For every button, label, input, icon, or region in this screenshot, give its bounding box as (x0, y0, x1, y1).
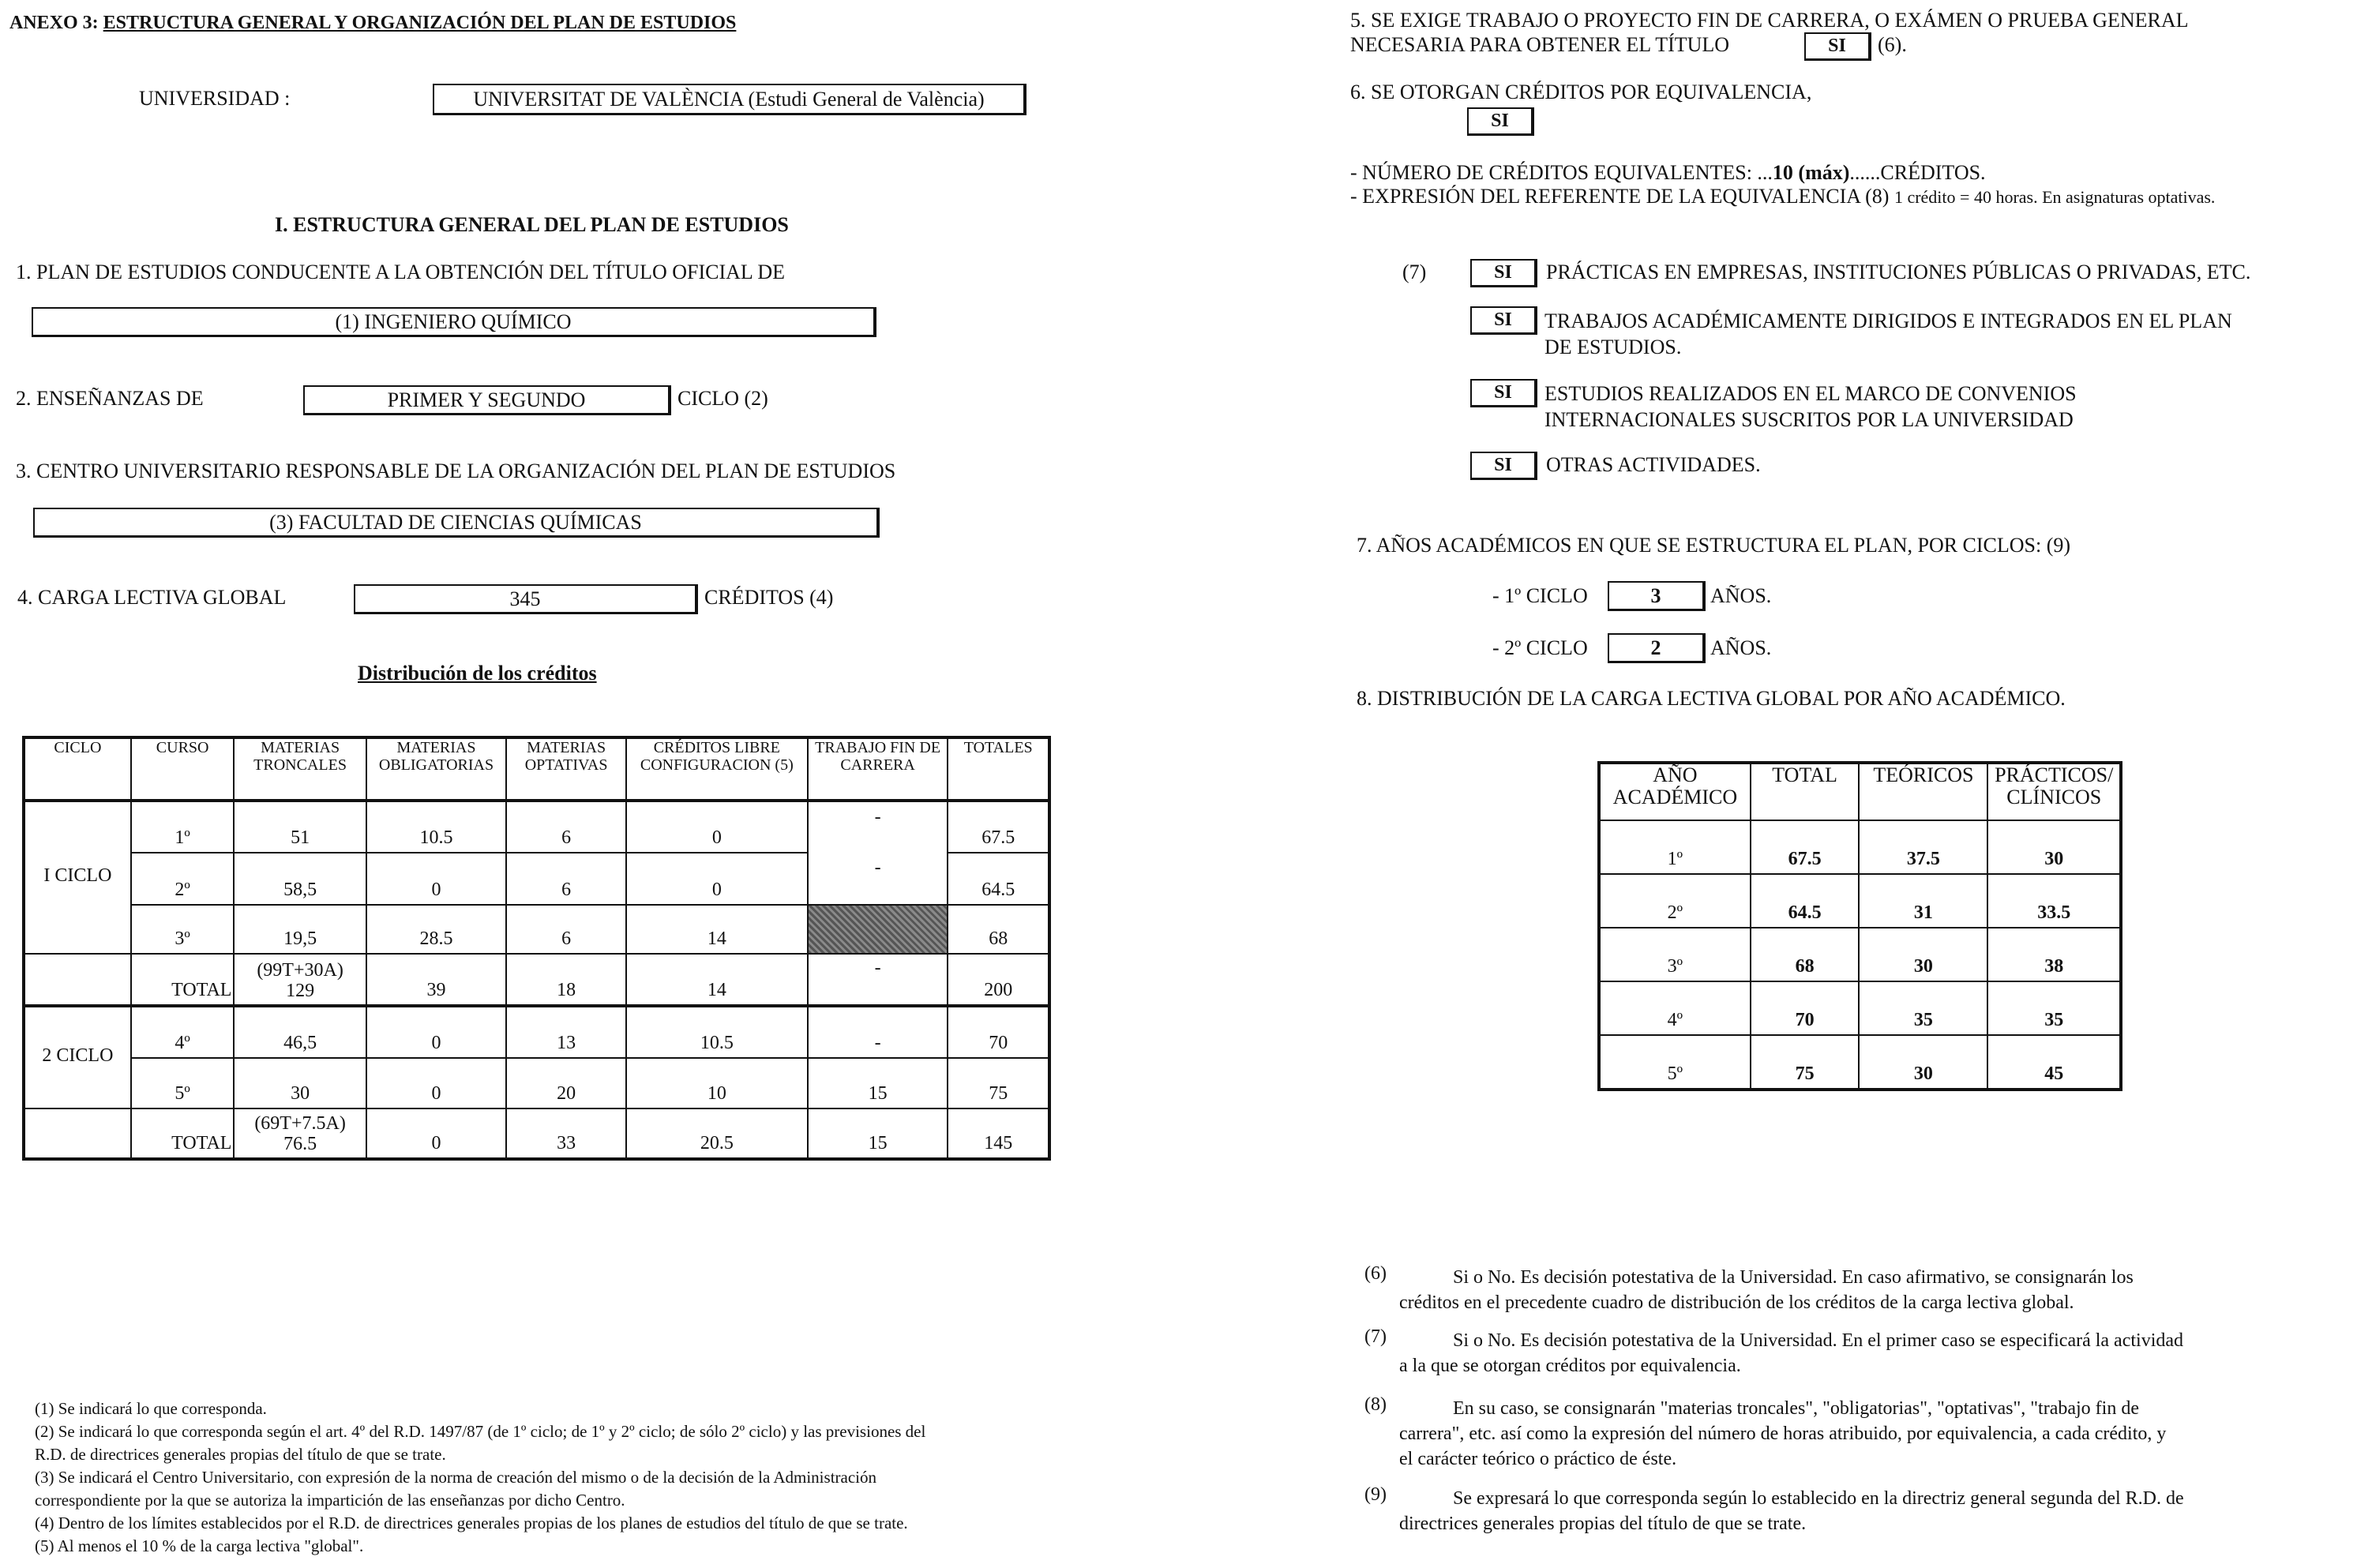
item5-line2: NECESARIA PARA OBTENER EL TÍTULO (1350, 33, 1730, 56)
table-cell: 14 (626, 905, 808, 954)
cell-note: (99T+30A) (257, 960, 343, 981)
annex-heading (9, 13, 736, 34)
table-cell: 38 (1987, 928, 2121, 981)
table-cell: 0 (366, 1006, 507, 1058)
table-cell: 200 (948, 954, 1049, 1006)
empty-cell (24, 1108, 131, 1159)
note-7-marker: (7) (1364, 1326, 1387, 1347)
activity-2-text (1544, 308, 2232, 360)
table-cell: 70 (948, 1006, 1049, 1058)
note-8-marker: (8) (1364, 1394, 1387, 1415)
table-cell: - (808, 954, 948, 1006)
note-8 (1399, 1396, 2166, 1472)
table-cell: 67.5 (948, 801, 1049, 853)
table-cell: 20 (506, 1058, 626, 1108)
equiv-count-value: 10 (máx) (1772, 161, 1850, 184)
table-cell: TOTAL (131, 954, 235, 1006)
note-line: directrices generales propias del título de que se trate. (1399, 1514, 1807, 1534)
note-line: Se expresará lo que corresponda según lo establecido en la directriz general segunda del R.D. de (1453, 1488, 2184, 1509)
university-value: UNIVERSITAT DE VALÈNCIA (Estudi General de València) (473, 87, 985, 111)
header-cell: AÑO ACADÉMICO (1599, 763, 1751, 820)
item5-line1: 5. SE EXIGE TRABAJO O PROYECTO FIN DE CARRERA, O EXÁMEN O PRUEBA GENERAL (1350, 9, 2189, 32)
table-cell: 68 (948, 905, 1049, 954)
header-cell: TRABAJO FIN DE CARRERA (808, 737, 948, 801)
table-row (1599, 820, 2121, 874)
note7-marker: (7) (1402, 261, 1427, 283)
table-cell: 5º (1599, 1035, 1751, 1090)
table-cell: 20.5 (626, 1108, 808, 1159)
table-cell: 33.5 (1987, 874, 2121, 928)
table-cell: 39 (366, 954, 507, 1006)
table-cell: 31 (1859, 874, 1987, 928)
shaded-cell (808, 905, 948, 954)
table-cell: 6 (506, 853, 626, 905)
note-7 (1399, 1328, 2183, 1379)
footnote-line: (5) Al menos el 10 % de la carga lectiva "global". (35, 1536, 364, 1555)
table-cell: 6 (506, 801, 626, 853)
table-cell: 145 (948, 1108, 1049, 1159)
header-cell: MATERIAS OBLIGATORIAS (366, 737, 507, 801)
table-cell: 2º (1599, 874, 1751, 928)
activity-value: SI (1494, 262, 1512, 283)
header-cell: MATERIAS TRONCALES (234, 737, 366, 801)
table-cell: 6 (506, 905, 626, 954)
item5 (1350, 8, 2188, 57)
item1-label: 1. PLAN DE ESTUDIOS CONDUCENTE A LA OBTENCIÓN DEL TÍTULO OFICIAL DE (16, 261, 785, 283)
item3-label: 3. CENTRO UNIVERSITARIO RESPONSABLE DE LA ORGANIZACIÓN DEL PLAN DE ESTUDIOS (16, 460, 896, 482)
table-cell: 30 (1859, 928, 1987, 981)
table-cell: 45 (1987, 1035, 2121, 1090)
note-line: En su caso, se consignarán "materias troncales", "obligatorias", "optativas", "trabajo fin de (1453, 1398, 2139, 1419)
table-row (24, 1006, 1049, 1058)
cycle1-years-value: 3 (1650, 583, 1661, 607)
table-cell: 10 (626, 1058, 808, 1108)
table-row (24, 801, 1049, 853)
activity-4-text: OTRAS ACTIVIDADES. (1546, 453, 1761, 476)
equiv-count-pre: - NÚMERO DE CRÉDITOS EQUIVALENTES: ... (1350, 161, 1773, 184)
table-cell: 30 (234, 1058, 366, 1108)
table-row (1599, 981, 2121, 1035)
item8-label: 8. DISTRIBUCIÓN DE LA CARGA LECTIVA GLOBAL POR AÑO ACADÉMICO. (1357, 687, 2066, 710)
note-line: Si o No. Es decisión potestativa de la Universidad. En el primer caso se especificará la actividad (1453, 1330, 2184, 1351)
header-cell: MATERIAS OPTATIVAS (506, 737, 626, 801)
table-cell: 4º (1599, 981, 1751, 1035)
table-row (24, 1108, 1049, 1159)
annex-title: ESTRUCTURA GENERAL Y ORGANIZACIÓN DEL PLAN DE ESTUDIOS (103, 13, 737, 33)
equiv-ref-value: 1 crédito = 40 horas. En asignaturas optativas. (1893, 187, 2216, 207)
footnote-line: (2) Se indicará lo que corresponda según el art. 4º del R.D. 1497/87 (de 1º ciclo; de 1º y 2º ciclo; de sólo 2º ciclo) y las previsiones del (35, 1422, 926, 1441)
table-cell: 3º (1599, 928, 1751, 981)
table-row (24, 905, 1049, 954)
activity-1-text: PRÁCTICAS EN EMPRESAS, INSTITUCIONES PÚBLICAS O PRIVADAS, ETC. (1546, 261, 2251, 283)
load-box (354, 584, 698, 614)
table-cell: 10.5 (626, 1006, 808, 1058)
table-cell: 4º (131, 1006, 235, 1058)
table-cell: - (808, 853, 948, 905)
cycle2-years-suffix: AÑOS. (1710, 636, 1772, 659)
footnote-line: (4) Dentro de los límites establecidos por el R.D. de directrices generales propias de los planes de estudios del título de que se trate. (35, 1514, 908, 1532)
header-cell: CRÉDITOS LIBRE CONFIGURACION (5) (626, 737, 808, 801)
note-line: el carácter teórico o práctico de éste. (1399, 1449, 1677, 1469)
header-cell: TEÓRICOS (1859, 763, 1987, 820)
table-cell: 0 (626, 801, 808, 853)
activity-2-box (1470, 306, 1537, 335)
table-row (1599, 874, 2121, 928)
cycle2-years-box (1608, 633, 1706, 663)
activity-value: SI (1494, 382, 1512, 403)
note-9-marker: (9) (1364, 1484, 1387, 1505)
table-row (24, 954, 1049, 1006)
cell-value: 129 (286, 981, 315, 1001)
table-cell: 35 (1987, 981, 2121, 1035)
table-cell: 33 (506, 1108, 626, 1159)
equiv-count (1350, 161, 1986, 185)
university-label: UNIVERSIDAD : (139, 87, 291, 110)
table-cell: 64.5 (948, 853, 1049, 905)
table-cell: 0 (366, 853, 507, 905)
table-cell: 0 (366, 1108, 507, 1159)
activity-3-box (1470, 379, 1537, 407)
note-6 (1399, 1265, 2134, 1315)
teaching-value: PRIMER Y SEGUNDO (387, 388, 586, 411)
table-cell: - (808, 801, 948, 853)
header-cell: TOTAL (1751, 763, 1860, 820)
table-cell: 18 (506, 954, 626, 1006)
header-cell: TOTALES (948, 737, 1049, 801)
item5-value-box (1804, 32, 1871, 61)
footnote-line: correspondiente por la que se autoriza la impartición de las enseñanzas por dicho Centro. (35, 1491, 625, 1510)
table-cell: 30 (1987, 820, 2121, 874)
table-cell: - (808, 1006, 948, 1058)
table-row (1599, 928, 2121, 981)
university-box (433, 84, 1026, 115)
equiv-ref (1350, 185, 2215, 208)
header-cell: CURSO (131, 737, 235, 801)
equiv-ref-label: - EXPRESIÓN DEL REFERENTE DE LA EQUIVALENCIA (8) (1350, 185, 1890, 208)
table-cell: 46,5 (234, 1006, 366, 1058)
cell-value: 76.5 (283, 1134, 317, 1154)
degree-box (32, 307, 876, 337)
activity-1-box (1470, 259, 1537, 287)
table-cell: 30 (1859, 1035, 1987, 1090)
table-cell: 68 (1751, 928, 1860, 981)
item7-label: 7. AÑOS ACADÉMICOS EN QUE SE ESTRUCTURA EL PLAN, POR CICLOS: (9) (1357, 534, 2071, 557)
footnote-line: (1) Se indicará lo que corresponda. (35, 1399, 267, 1418)
center-value: (3) FACULTAD DE CIENCIAS QUÍMICAS (269, 510, 642, 534)
table-cell (234, 1108, 366, 1159)
table-cell: 5º (131, 1058, 235, 1108)
header-cell: PRÁCTICOS/ CLÍNICOS (1987, 763, 2121, 820)
empty-cell (24, 954, 131, 1006)
table-cell: 0 (366, 1058, 507, 1108)
note-line: créditos en el precedente cuadro de distribución de los créditos de la carga lectiva global. (1399, 1292, 2074, 1313)
table-cell: 35 (1859, 981, 1987, 1035)
table-cell: 1º (131, 801, 235, 853)
cycle1-years-label: - 1º CICLO (1492, 584, 1588, 607)
table-cell: 64.5 (1751, 874, 1860, 928)
table-cell: 75 (1751, 1035, 1860, 1090)
table-cell: 10.5 (366, 801, 507, 853)
table-cell: 58,5 (234, 853, 366, 905)
note-line: Si o No. Es decisión potestativa de la Universidad. En caso afirmativo, se consignarán los (1453, 1267, 2134, 1288)
table-header-row (1599, 763, 2121, 820)
note-9 (1399, 1486, 2184, 1536)
table-cell: 28.5 (366, 905, 507, 954)
footnote-line: (3) Se indicará el Centro Universitario, con expresión de la norma de creación del mismo o de la decisión de la Administración (35, 1468, 876, 1487)
distribution-title: Distribución de los créditos (358, 662, 597, 685)
activity-value: SI (1494, 455, 1512, 475)
table-cell: 14 (626, 954, 808, 1006)
note-6-marker: (6) (1364, 1263, 1387, 1284)
teaching-box (303, 385, 671, 415)
cycle2-years-label: - 2º CICLO (1492, 636, 1588, 659)
annex-label: ANEXO 3: (9, 13, 99, 33)
activity-line: ESTUDIOS REALIZADOS EN EL MARCO DE CONVENIOS (1544, 382, 2077, 405)
cycle2-years-value: 2 (1650, 636, 1661, 659)
table-cell: 13 (506, 1006, 626, 1058)
table-cell: 0 (626, 853, 808, 905)
footnote-line: R.D. de directrices generales propias del título de que se trate. (35, 1445, 446, 1464)
note-line: carrera", etc. así como la expresión del número de horas atribuido, por equivalencia, a cada crédito, y (1399, 1424, 2167, 1444)
center-box (33, 508, 880, 538)
table-cell: TOTAL (131, 1108, 235, 1159)
item2-label: 2. ENSEÑANZAS DE (16, 387, 204, 410)
item4-suffix: CRÉDITOS (4) (704, 586, 834, 609)
table-row (1599, 1035, 2121, 1090)
table-cell: 19,5 (234, 905, 366, 954)
table-cell: 15 (808, 1058, 948, 1108)
activity-value: SI (1494, 309, 1512, 330)
academic-year-table (1597, 761, 2122, 1091)
item5-value: SI (1828, 36, 1846, 56)
item5-suffix: (6). (1878, 33, 1907, 56)
note-line: a la que se otorgan créditos por equivalencia. (1399, 1356, 1741, 1376)
table-cell: 3º (131, 905, 235, 954)
cycle1-years-suffix: AÑOS. (1710, 584, 1772, 607)
left-footnotes (35, 1397, 925, 1558)
table-cell: 37.5 (1859, 820, 1987, 874)
cycle-label: 2 CICLO (24, 1006, 131, 1108)
header-cell: CICLO (24, 737, 131, 801)
table-cell (234, 954, 366, 1006)
table-cell: 15 (808, 1108, 948, 1159)
activity-3-text (1544, 381, 2077, 433)
item2-suffix: CICLO (2) (677, 387, 768, 410)
table-cell: 1º (1599, 820, 1751, 874)
table-row (24, 853, 1049, 905)
table-cell: 67.5 (1751, 820, 1860, 874)
credits-distribution-table (22, 736, 1051, 1161)
item6-value-box (1467, 107, 1534, 136)
degree-value: (1) INGENIERO QUÍMICO (335, 309, 572, 333)
equiv-count-post: ......CRÉDITOS. (1849, 161, 1986, 184)
activity-line: TRABAJOS ACADÉMICAMENTE DIRIGIDOS E INTEGRADOS EN EL PLAN (1544, 309, 2232, 332)
cell-note: (69T+7.5A) (254, 1113, 346, 1134)
activity-line: INTERNACIONALES SUSCRITOS POR LA UNIVERSIDAD (1544, 408, 2074, 431)
table-cell: 70 (1751, 981, 1860, 1035)
cycle-label: I CICLO (24, 801, 131, 954)
item6-label: 6. SE OTORGAN CRÉDITOS POR EQUIVALENCIA, (1350, 81, 1812, 103)
activity-4-box (1470, 452, 1537, 480)
load-value: 345 (509, 587, 541, 610)
item6-value: SI (1491, 111, 1509, 131)
activity-line: DE ESTUDIOS. (1544, 336, 1682, 358)
table-row (24, 1058, 1049, 1108)
table-cell: 2º (131, 853, 235, 905)
table-cell: 51 (234, 801, 366, 853)
cycle1-years-box (1608, 581, 1706, 611)
table-header-row (24, 737, 1049, 801)
section-title: I. ESTRUCTURA GENERAL DEL PLAN DE ESTUDIOS (275, 213, 789, 236)
item4-label: 4. CARGA LECTIVA GLOBAL (17, 586, 287, 609)
table-cell: 75 (948, 1058, 1049, 1108)
